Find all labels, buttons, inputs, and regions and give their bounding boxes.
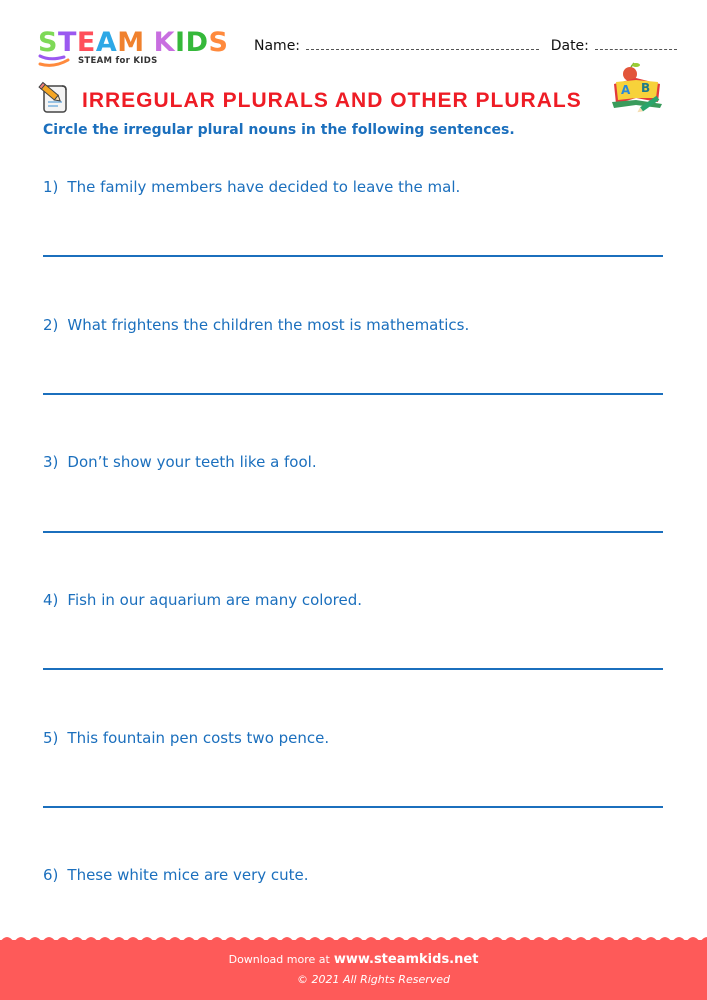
question-number: 1): [43, 178, 59, 196]
logo-letter: D: [185, 27, 209, 58]
question-item: [43, 316, 663, 334]
question-item: [43, 453, 663, 471]
question-number: 5): [43, 729, 59, 747]
instruction-text: Circle the irregular plural nouns in the following sentences.: [43, 122, 515, 138]
date-field[interactable]: [595, 38, 677, 50]
question-text[interactable]: Don’t show your teeth like a fool.: [67, 453, 317, 471]
logo-swoosh-icon: [38, 54, 78, 68]
name-date-row: [254, 38, 677, 54]
question-number: 6): [43, 866, 59, 884]
answer-line[interactable]: [43, 255, 663, 257]
name-field[interactable]: [306, 38, 539, 50]
question-text[interactable]: What frightens the children the most is mathematics.: [67, 316, 470, 334]
date-label: Date:: [550, 38, 589, 54]
logo-tagline: STEAM for KIDS: [78, 56, 158, 66]
logo-letter: K: [153, 27, 176, 58]
abc-book-icon: [608, 62, 668, 114]
footer-download: [0, 952, 707, 967]
answer-line[interactable]: [43, 393, 663, 395]
question-number: 4): [43, 591, 59, 609]
site-link[interactable]: www.steamkids.net: [333, 952, 479, 967]
svg-text:A: A: [621, 83, 631, 97]
question-text[interactable]: Fish in our aquarium are many colored.: [67, 591, 363, 609]
worksheet-title-row: [36, 80, 676, 120]
logo-letter: E: [76, 27, 96, 58]
answer-line[interactable]: [43, 668, 663, 670]
question-item: [43, 729, 663, 747]
question-text[interactable]: The family members have decided to leave the mal.: [67, 178, 461, 196]
answer-line[interactable]: [43, 806, 663, 808]
logo-letter: M: [117, 27, 145, 58]
copyright-text: © 2021 All Rights Reserved: [296, 973, 450, 986]
steam-kids-logo: [38, 28, 238, 68]
pencil-paper-icon: [36, 80, 72, 116]
question-number: 3): [43, 453, 59, 471]
svg-text:B: B: [641, 81, 651, 95]
logo-letter: S: [38, 27, 58, 58]
footer: [0, 940, 707, 1000]
scallop-border: [0, 934, 707, 942]
answer-line[interactable]: [43, 531, 663, 533]
logo-letter: S: [208, 27, 229, 58]
question-number: 2): [43, 316, 59, 334]
name-label: Name:: [254, 38, 301, 54]
question-text[interactable]: This fountain pen costs two pence.: [67, 729, 330, 747]
question-item: [43, 591, 663, 609]
logo-letter: A: [95, 27, 118, 58]
question-text[interactable]: These white mice are very cute.: [67, 866, 309, 884]
download-text: Download more at: [228, 953, 330, 966]
question-item: [43, 866, 663, 884]
logo-letter: T: [57, 27, 77, 58]
worksheet-title: IRREGULAR PLURALS AND OTHER PLURALS: [82, 89, 582, 112]
question-item: [43, 178, 663, 196]
logo-letter: I: [175, 27, 186, 58]
